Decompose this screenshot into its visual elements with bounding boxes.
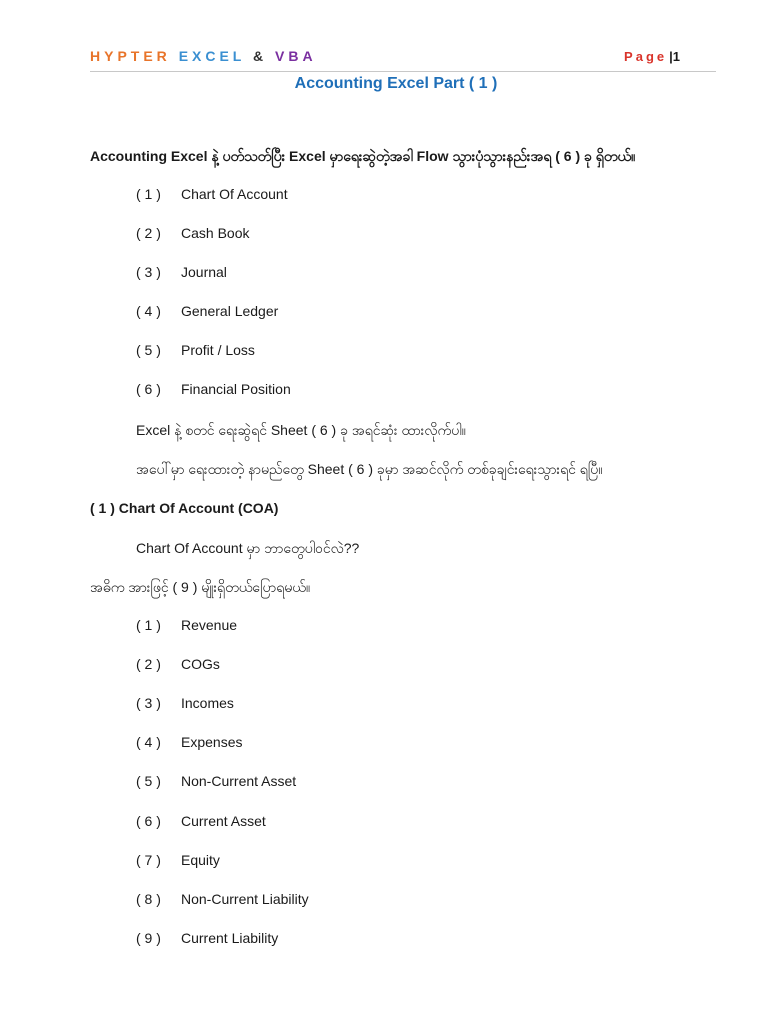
- flow-item-label: Cash Book: [181, 225, 250, 241]
- brand-ampersand: &: [253, 48, 268, 64]
- coa-list-item: [136, 852, 220, 868]
- coa-item-label: Current Liability: [181, 930, 279, 946]
- coa-item-label: Expenses: [181, 734, 243, 750]
- flow-item-number: ( 5 ): [136, 342, 161, 358]
- coa-item-number: ( 3 ): [136, 695, 161, 711]
- coa-list-item: [136, 617, 237, 633]
- coa-list-item: [136, 930, 278, 946]
- coa-item-number: ( 8 ): [136, 891, 161, 907]
- brand-word-vba: VBA: [275, 48, 317, 64]
- coa-item-number: ( 9 ): [136, 930, 161, 946]
- flow-item-number: ( 4 ): [136, 303, 161, 319]
- flow-list-item: [136, 264, 227, 280]
- flow-item-label: Financial Position: [181, 381, 291, 397]
- coa-item-number: ( 7 ): [136, 852, 161, 868]
- flow-item-label: General Ledger: [181, 303, 279, 319]
- flow-item-number: ( 2 ): [136, 225, 161, 241]
- brand-word-hypter: HYPTER: [90, 48, 171, 64]
- flow-item-label: Journal: [181, 264, 227, 280]
- coa-answer: အဓိက အားဖြင့် ( 9 ) မျိုးရှိတယ်ပြောရမယ်။: [90, 579, 311, 595]
- flow-item-number: ( 3 ): [136, 264, 161, 280]
- page-label: Page: [624, 49, 668, 64]
- coa-item-label: Revenue: [181, 617, 238, 633]
- coa-list-item: [136, 813, 266, 829]
- header-divider: [90, 71, 716, 72]
- brand-header: [90, 48, 317, 64]
- flow-list-item: [136, 225, 249, 241]
- coa-list-item: [136, 773, 296, 789]
- coa-item-number: ( 5 ): [136, 773, 161, 789]
- flow-list-item: [136, 303, 278, 319]
- coa-item-label: Non-Current Liability: [181, 891, 309, 907]
- page-number: 1: [672, 49, 680, 64]
- flow-list-item: [136, 342, 255, 358]
- flow-item-label: Chart Of Account: [181, 186, 288, 202]
- coa-list-item: [136, 695, 234, 711]
- coa-item-number: ( 1 ): [136, 617, 161, 633]
- coa-item-label: Incomes: [181, 695, 234, 711]
- coa-item-label: COGs: [181, 656, 220, 672]
- coa-item-number: ( 4 ): [136, 734, 161, 750]
- page-number-indicator: [624, 49, 680, 64]
- note-sheet-setup: Excel နဲ့ စတင် ရေးဆွဲရင် Sheet ( 6 ) ခု အရင်ဆုံး ထားလိုက်ပါ။: [136, 422, 466, 438]
- flow-list-item: [136, 186, 288, 202]
- coa-item-label: Equity: [181, 852, 220, 868]
- coa-list-item: [136, 891, 309, 907]
- brand-word-excel: EXCEL: [178, 48, 246, 64]
- coa-list-item: [136, 734, 242, 750]
- flow-item-number: ( 6 ): [136, 381, 161, 397]
- coa-item-number: ( 2 ): [136, 656, 161, 672]
- section-heading-coa: ( 1 ) Chart Of Account (COA): [90, 500, 279, 516]
- coa-item-number: ( 6 ): [136, 813, 161, 829]
- flow-item-number: ( 1 ): [136, 186, 161, 202]
- note-sheet-naming: အပေါ်မှာ ရေးထားတဲ့ နာမည်တွေ Sheet ( 6 ) ခုမှာ အဆင်လိုက် တစ်ခုချင်းရေးသွားရင် ရပြီ။: [136, 461, 603, 477]
- flow-list-item: [136, 381, 291, 397]
- document-title: Accounting Excel Part ( 1 ): [294, 75, 498, 92]
- flow-item-label: Profit / Loss: [181, 342, 255, 358]
- intro-paragraph: Accounting Excel နဲ့ ပတ်သတ်ပြီး Excel မှာရေးဆွဲတဲ့အခါ Flow သွားပုံသွားနည်းအရ ( 6 ) ခု ရှိတယ်။: [90, 148, 636, 164]
- coa-list-item: [136, 656, 220, 672]
- page-header: [90, 48, 716, 70]
- page-separator: |: [669, 49, 673, 64]
- coa-question: Chart Of Account မှာ ဘာတွေပါဝင်လဲ??: [136, 540, 360, 556]
- coa-item-label: Non-Current Asset: [181, 773, 297, 789]
- coa-item-label: Current Asset: [181, 813, 266, 829]
